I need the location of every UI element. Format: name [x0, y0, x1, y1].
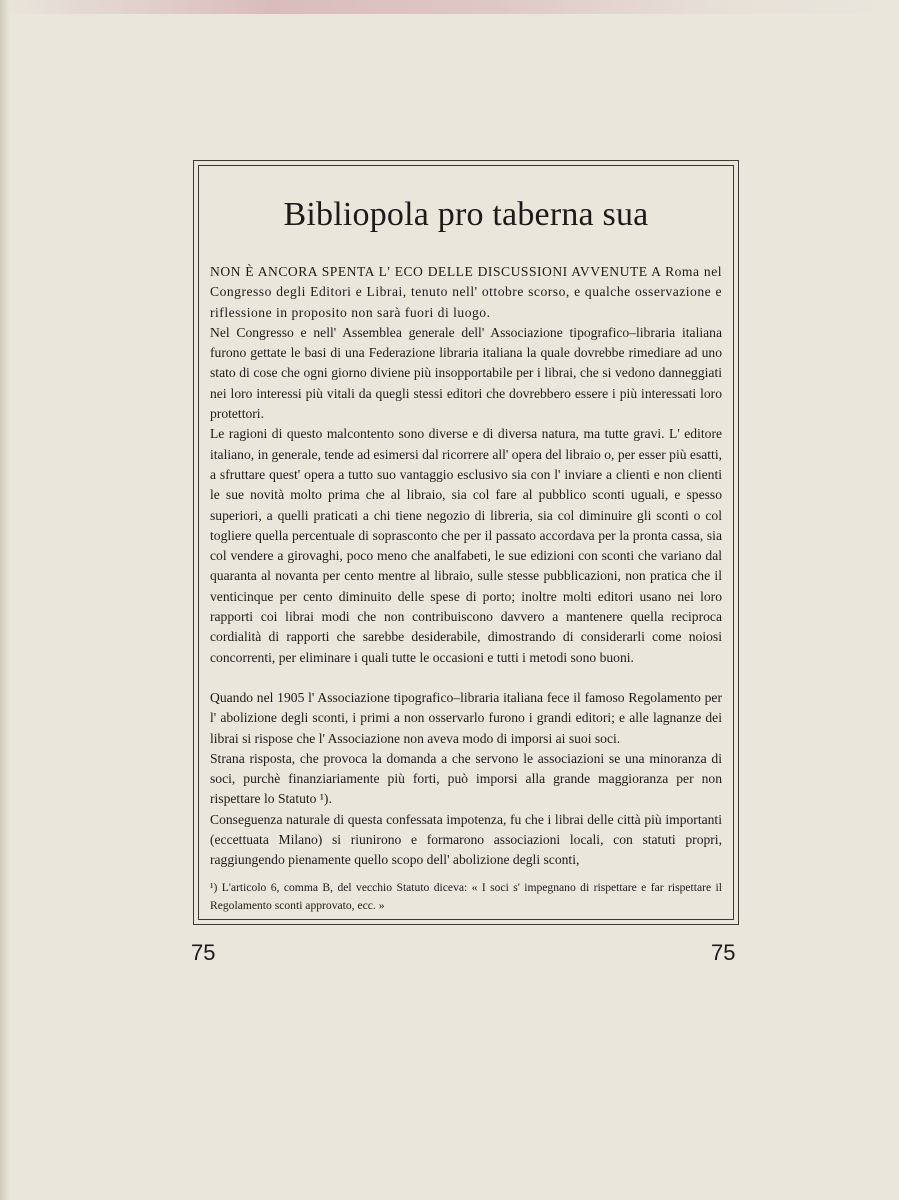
page-stain [0, 0, 899, 14]
page-title: Bibliopola pro taberna sua [283, 196, 649, 233]
page-number-right: 75 [711, 940, 736, 965]
page-edge [0, 0, 10, 1200]
article-body [210, 262, 722, 871]
paragraph-1: NON È ANCORA SPENTA L' ECO DELLE DISCUSSIONI AVVENUTE A Roma nel Congresso degli Editori e Librai, tenuto nell' ottobre scorso, e qualche osservazione e riflessione in proposito non sarà fuori di luogo. [210, 264, 722, 320]
paragraph-6: Conseguenza naturale di questa confessata impotenza, fu che i librai delle città più importanti (eccettuata Milano) si riunirono e formarono associazioni locali, con statuti propri, raggiungendo pienamente quello scopo dell' abolizione degli sconti, [210, 811, 722, 868]
page-number-left: 75 [191, 940, 216, 965]
paragraph-gap [210, 668, 722, 688]
paragraph-5: Strana risposta, che provoca la domanda a che servono le associazioni se una minoranza di soci, purchè finanziariamente più forti, può imporsi alla grande maggioranza per non rispettare lo Statuto ¹). [210, 750, 722, 807]
paragraph-3: Le ragioni di questo malcontento sono diverse e di diversa natura, ma tutte gravi. L' editore italiano, in generale, tende ad esimersi dal ricorrere all' opera del libraio o, per esser più esatti, a sfruttare quest' opera a tutto suo vantaggio esclusivo sia con l' inviare a clienti e non clienti le sue novità molto prima che al libraio, sia col fare al pubblico sconti uguali, e spesso superiori, a quelli praticati a chi tiene negozio di libreria, sia col diminuire gli sconti o col togliere quella percentuale di soprasconto che per il passato accordava per la pronta cassa, sia col vendere a girovaghi, poco meno che analfabeti, le sue edizioni con sconti che variano dal quaranta al novanta per cento mentre al libraio, sulle stesse pubblicazioni, non pratica che il venticinque per cento diminuito delle spese di porto; inoltre molti editori usano nei loro rapporti coi librai modi che non contribuiscono davvero a mantenere quella reciproca cordialità di rapporti che sarebbe desiderabile, dimostrando di considerarli come noiosi concorrenti, per eliminare i quali tutte le occasioni e tutti i metodi sono buoni. [210, 426, 723, 665]
footnote: ¹) L'articolo 6, comma B, del vecchio Statuto diceva: « I soci s' impegnano di rispettare e far rispettare il Regolamento sconti approvato, ecc. » [210, 881, 722, 912]
paragraph-2: Nel Congresso e nell' Assemblea generale dell' Associazione tipografico–libraria italiana furono gettate le basi di una Federazione libraria italiana la quale dovrebbe rimediare ad uno stato di cose che ogni giorno diviene più insopportabile per i librai, che si vedono danneggiati nei loro interessi più vitali da quegli stessi editori che dovrebbero essere i più interessati loro protettori. [210, 324, 722, 422]
paragraph-4: Quando nel 1905 l' Associazione tipografico–libraria italiana fece il famoso Regolamento per l' abolizione degli sconti, i primi a non osservarlo furono i grandi editori; e alle lagnanze dei librai si rispose che l' Associazione non aveva modo di imporsi ai suoi soci. [210, 689, 722, 746]
